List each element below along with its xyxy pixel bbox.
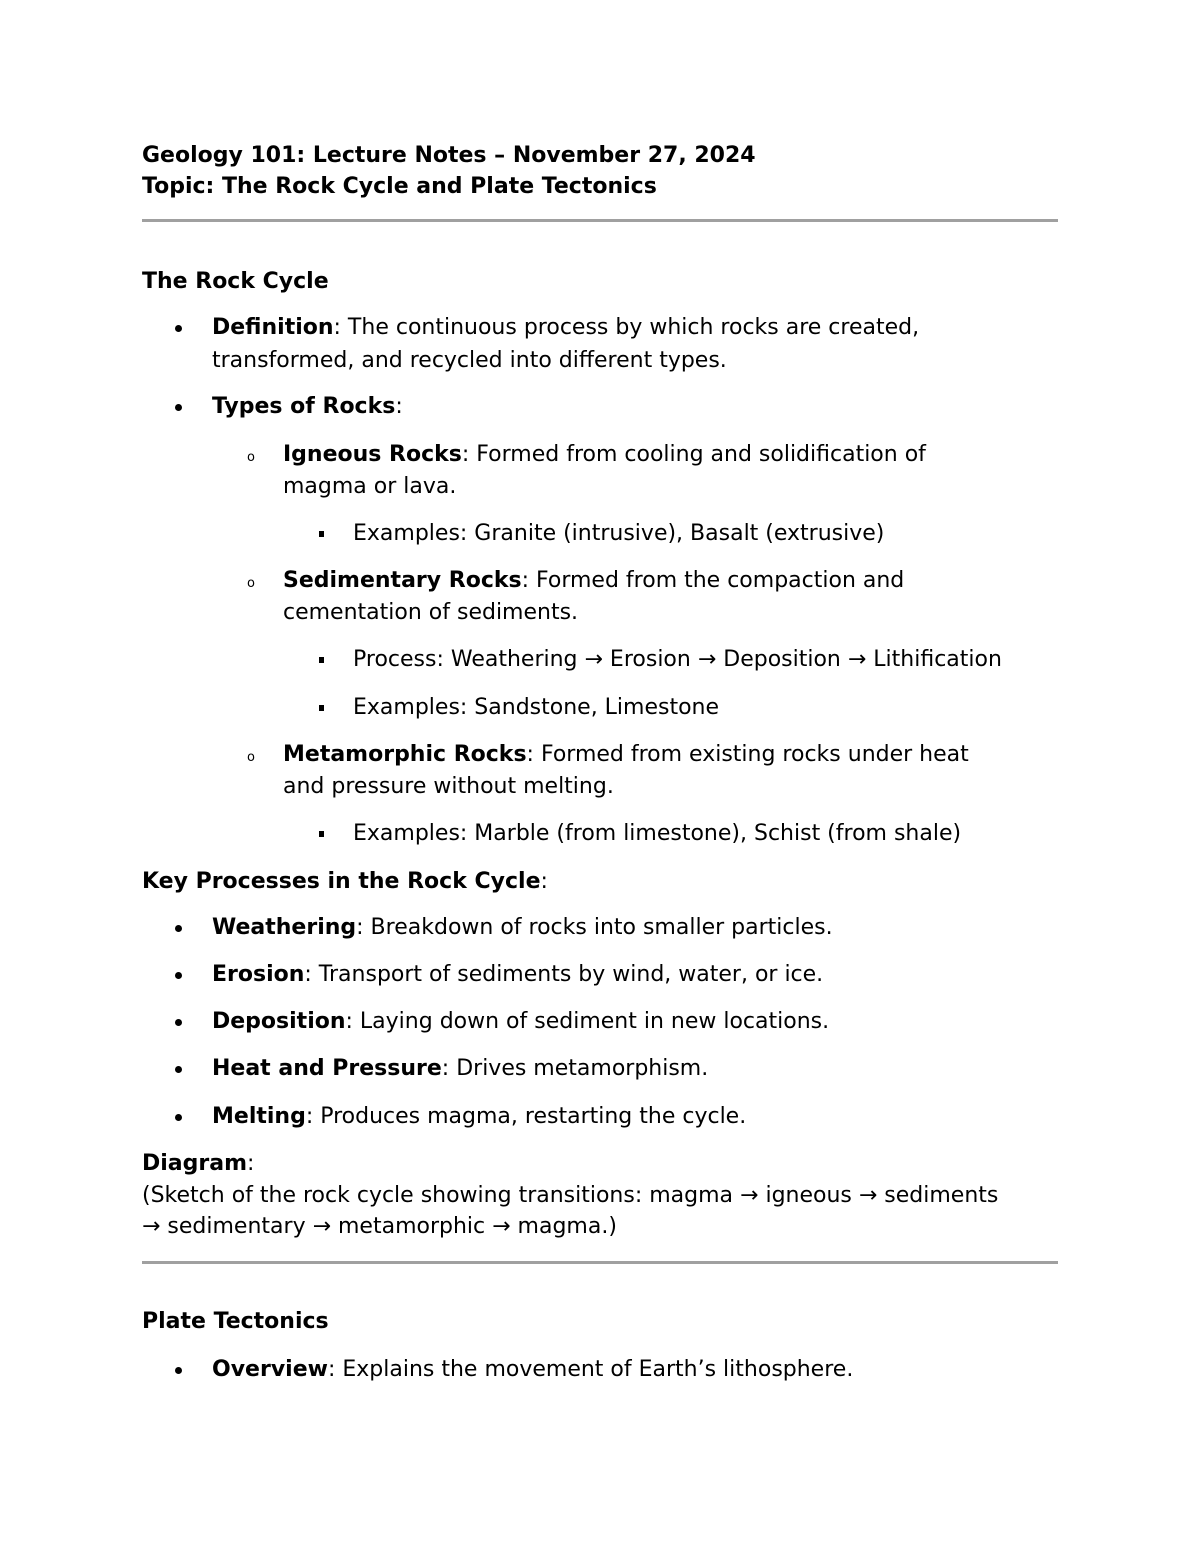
bullet-disc-icon bbox=[175, 404, 182, 411]
sedimentary-line2: cementation of sediments. bbox=[283, 600, 579, 625]
horizontal-rule bbox=[142, 219, 1058, 222]
bullet-disc-icon bbox=[175, 1019, 182, 1026]
bullet-disc-icon bbox=[175, 972, 182, 979]
bullet-disc-icon bbox=[175, 1114, 182, 1121]
bullet-circle-icon: o bbox=[247, 750, 255, 765]
section-heading-key-processes: Key Processes in the Rock Cycle: bbox=[142, 869, 548, 894]
igneous-line2: magma or lava. bbox=[283, 474, 457, 499]
horizontal-rule bbox=[142, 1261, 1058, 1264]
types-of-rocks: Types of Rocks: bbox=[212, 394, 403, 419]
diagram-label: Diagram: bbox=[142, 1151, 255, 1176]
igneous-examples: Examples: Granite (intrusive), Basalt (extrusive) bbox=[353, 521, 885, 546]
bullet-disc-icon bbox=[175, 1066, 182, 1073]
document-topic: Topic: The Rock Cycle and Plate Tectonics bbox=[142, 174, 657, 199]
igneous-line1: Igneous Rocks: Formed from cooling and solidification of bbox=[283, 442, 926, 467]
metamorphic-line2: and pressure without melting. bbox=[283, 774, 614, 799]
sedimentary-process: Process: Weathering → Erosion → Deposition → Lithification bbox=[353, 647, 1002, 672]
bullet-square-icon bbox=[319, 531, 324, 537]
bullet-circle-icon: o bbox=[247, 450, 255, 465]
bullet-square-icon bbox=[319, 705, 324, 711]
bullet-circle-icon: o bbox=[247, 576, 255, 591]
process-item-weathering: Weathering: Breakdown of rocks into smaller particles. bbox=[212, 915, 833, 940]
process-item-erosion: Erosion: Transport of sediments by wind, water, or ice. bbox=[212, 962, 824, 987]
sedimentary-line1: Sedimentary Rocks: Formed from the compaction and bbox=[283, 568, 905, 593]
bullet-square-icon bbox=[319, 831, 324, 837]
plate-tectonics-overview: Overview: Explains the movement of Earth’s lithosphere. bbox=[212, 1357, 854, 1382]
metamorphic-examples: Examples: Marble (from limestone), Schist (from shale) bbox=[353, 821, 962, 846]
document-title: Geology 101: Lecture Notes – November 27, 2024 bbox=[142, 143, 756, 168]
bullet-disc-icon bbox=[175, 325, 182, 332]
section-heading-plate-tectonics: Plate Tectonics bbox=[142, 1309, 329, 1334]
process-item-heat-pressure: Heat and Pressure: Drives metamorphism. bbox=[212, 1056, 709, 1081]
diagram-description-line2: → sedimentary → metamorphic → magma.) bbox=[142, 1214, 617, 1239]
section-heading-rock-cycle: The Rock Cycle bbox=[142, 269, 329, 294]
bullet-disc-icon bbox=[175, 925, 182, 932]
process-item-melting: Melting: Produces magma, restarting the cycle. bbox=[212, 1104, 747, 1129]
sedimentary-examples: Examples: Sandstone, Limestone bbox=[353, 695, 720, 720]
metamorphic-line1: Metamorphic Rocks: Formed from existing rocks under heat bbox=[283, 742, 969, 767]
definition-line1: Definition: The continuous process by which rocks are created, bbox=[212, 315, 920, 340]
process-item-deposition: Deposition: Laying down of sediment in new locations. bbox=[212, 1009, 830, 1034]
definition-line2: transformed, and recycled into different types. bbox=[212, 348, 727, 373]
bullet-disc-icon bbox=[175, 1367, 182, 1374]
bullet-square-icon bbox=[319, 657, 324, 663]
diagram-description-line1: (Sketch of the rock cycle showing transitions: magma → igneous → sediments bbox=[142, 1183, 999, 1208]
